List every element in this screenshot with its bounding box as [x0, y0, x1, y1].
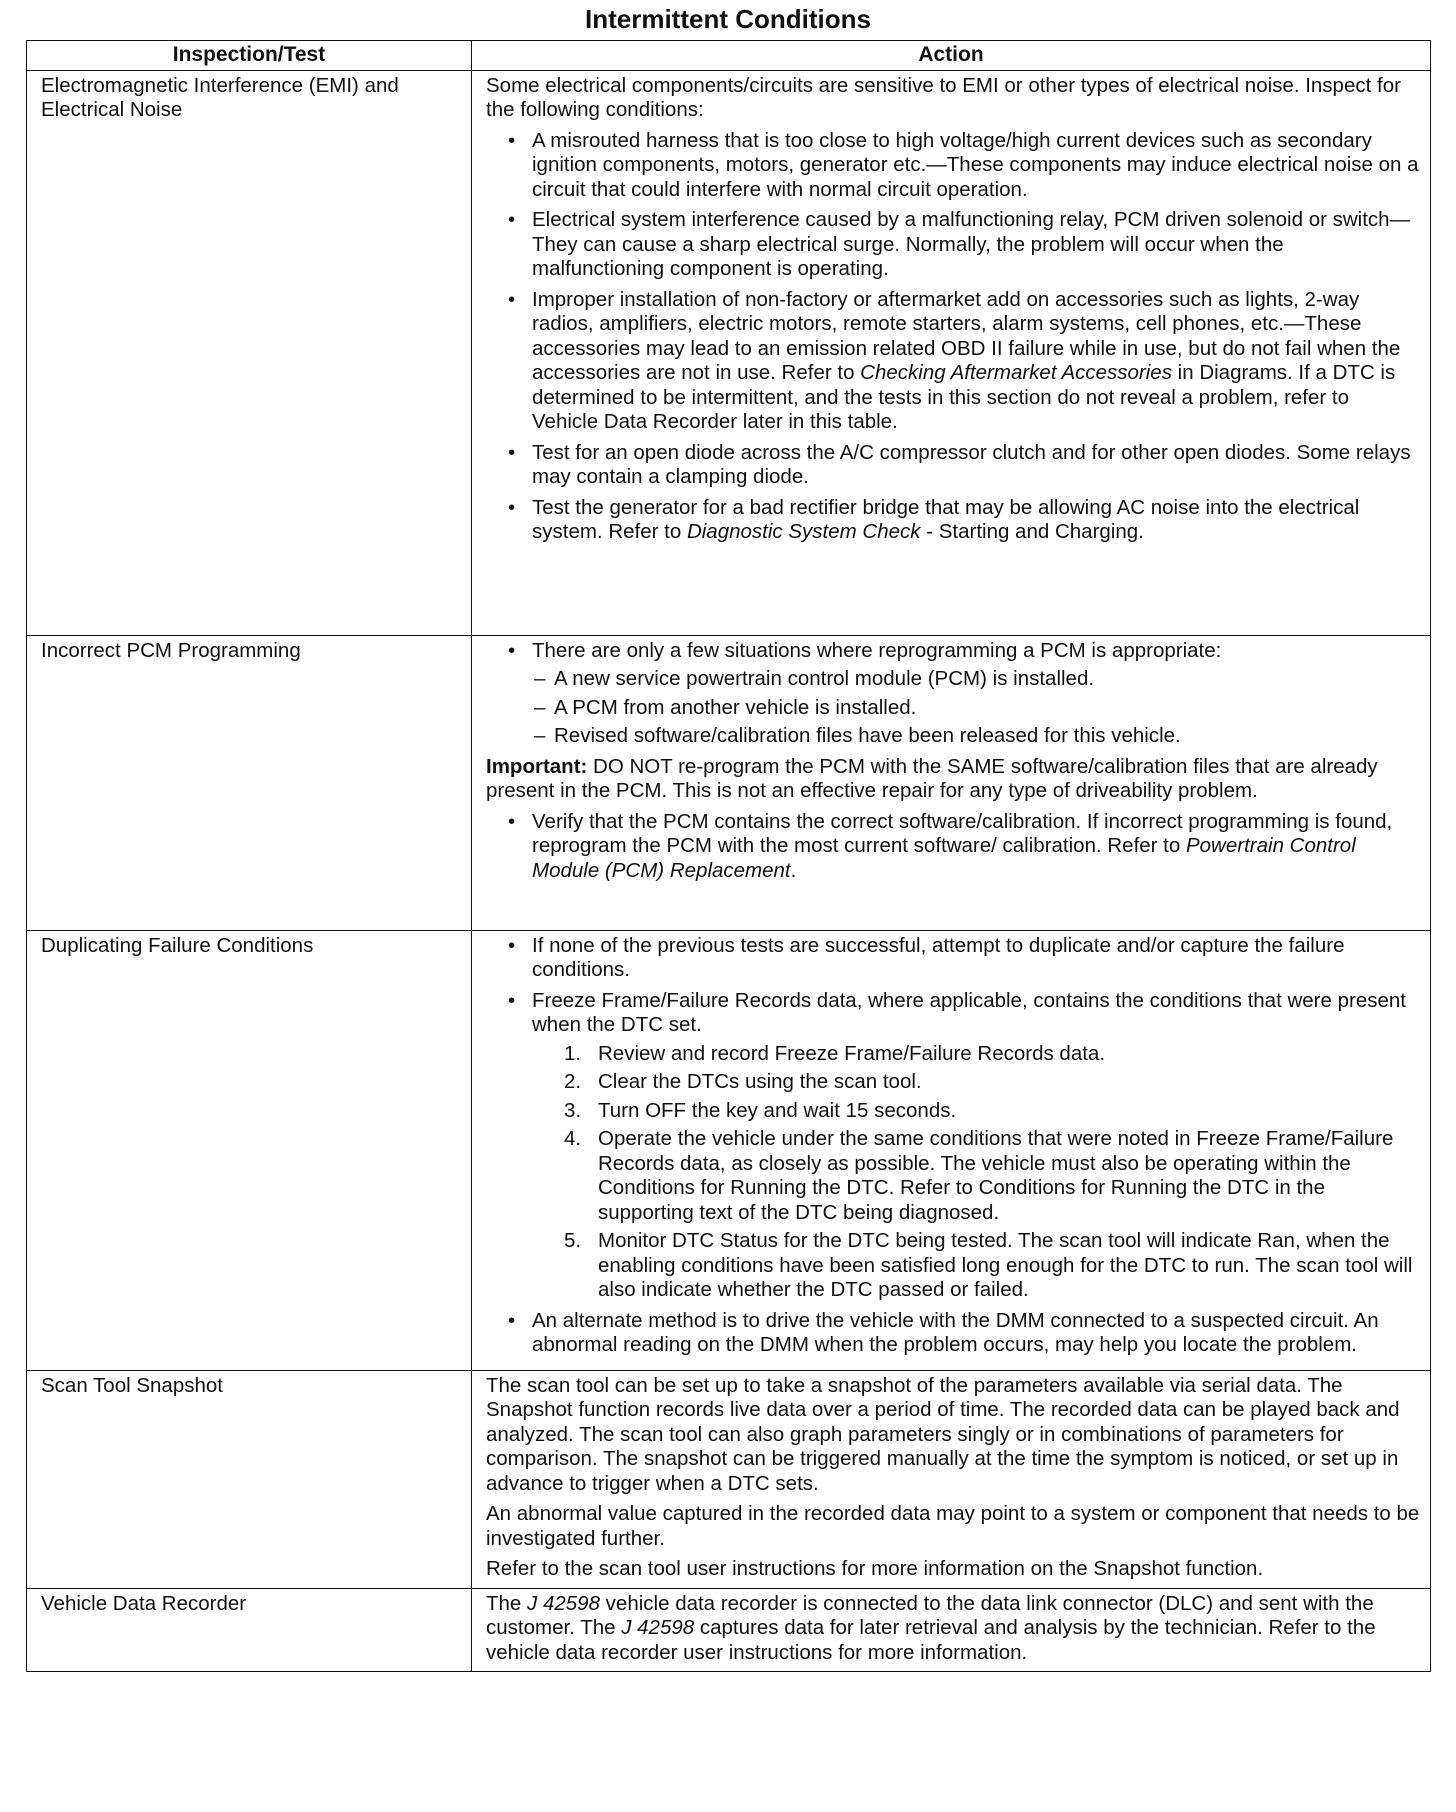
page-title: Intermittent Conditions — [585, 4, 871, 34]
dup-step — [564, 1229, 1420, 1303]
dup-step — [564, 1099, 1420, 1124]
checking-aftermarket-accessories-ref: Checking Aftermarket Accessories — [860, 361, 1172, 384]
dup-bullet-2 — [508, 989, 1420, 1303]
snap-paragraph-1: The scan tool can be set up to take a snapshot of the parameters available via serial data. The Snapshot function records live data over a period of time. The recorded data can be played back and analyzed. The scan tool can also graph parameters singly or in combinations of parameters for comparison. The snapshot can be triggered manually at the time the symptom is noticed, or set up in advance to trigger when a DTC sets. — [486, 1373, 1400, 1495]
dup-action — [472, 930, 1431, 1370]
snap-paragraph-2: An abnormal value captured in the recorded data may point to a system or component that needs to be investigated further. — [486, 1502, 1420, 1550]
dup-steps — [532, 1042, 1420, 1303]
pcm-dash-2: – A PCM from another vehicle is installed. — [534, 696, 1420, 721]
important-label: Important: — [486, 754, 588, 778]
step-text: Review and record Freeze Frame/Failure Records data. — [598, 1041, 1106, 1065]
pcm-dash-1: – A new service powertrain control module (PCM) is installed. — [534, 667, 1420, 692]
pcm-replacement-ref: Powertrain Control Module (PCM) Replacement — [532, 834, 1356, 882]
table-header-row — [27, 41, 1431, 71]
emi-label: Electromagnetic Interference (EMI) and Electrical Noise — [27, 70, 472, 635]
step-number: 2. — [564, 1070, 582, 1093]
snap-action — [472, 1370, 1431, 1588]
important-text: DO NOT re-program the PCM with the SAME software/calibration files that are already present in the PCM. This is not an effective repair for any type of driveability problem. — [486, 754, 1378, 802]
pcm-bullet-list-2 — [486, 810, 1420, 884]
dup-step — [564, 1042, 1420, 1067]
pcm-action — [472, 635, 1431, 930]
dup-step — [564, 1127, 1420, 1225]
emi-bullet-5 — [508, 496, 1420, 545]
vdr-text-b: vehicle data recorder is connected to the data link connector (DLC) and sent with the customer. The — [486, 1591, 1374, 1639]
snap-paragraph-3: Refer to the scan tool user instructions for more information on the Snapshot function. — [486, 1557, 1264, 1580]
pcm-bullet-1-text: There are only a few situations where reprogramming a PCM is appropriate: — [532, 638, 1222, 662]
step-text: Monitor DTC Status for the DTC being tested. The scan tool will indicate Ran, when the enabling conditions have been satisfied long enough for the DTC to run. The scan tool will also indicate whether the DTC passed or failed. — [598, 1229, 1413, 1301]
tool-number-ref: J 42598 — [621, 1616, 695, 1639]
step-text: Operate the vehicle under the same conditions that were noted in Freeze Frame/Failure Records data, as closely as possible. The vehicle must also be operating within the Conditions for Running the DTC. Refer to Conditions for Running the DTC in the supporting text of the DTC being diagnosed. — [598, 1127, 1394, 1224]
emi-bullet-3-text-b: in Diagrams. If a DTC is determined to be intermittent, and the tests in this section do not reveal a problem, refer to Vehicle Data Recorder later in this table. — [532, 361, 1396, 433]
emi-bullet-4: • Test for an open diode across the A/C compressor clutch and for other open diodes. Some relays may contain a clamping diode. — [508, 441, 1420, 490]
emi-bullet-list — [486, 129, 1420, 545]
pcm-bullet-2-text-b: . — [790, 858, 797, 882]
step-text: Clear the DTCs using the scan tool. — [598, 1070, 922, 1093]
emi-bullet-5-text-b: - Starting and Charging. — [920, 520, 1144, 543]
pcm-bullet-2-text-a: Verify that the PCM contains the correct software/calibration. If incorrect programming is found, reprogram the PCM with the most current software/ calibration. Refer to — [532, 809, 1393, 857]
tool-number-ref: J 42598 — [527, 1591, 600, 1615]
step-number: 1. — [564, 1041, 582, 1065]
dup-step — [564, 1070, 1420, 1095]
step-number: 5. — [564, 1229, 582, 1252]
pcm-bullet-1 — [508, 639, 1420, 749]
emi-bullet-2: • Electrical system interference caused by a malfunctioning relay, PCM driven solenoid or switch—They can cause a sharp electrical surge. Normally, the problem will occur when the malfunctioning component is operating. — [508, 208, 1420, 282]
pcm-label: Incorrect PCM Programming — [27, 635, 472, 930]
table-row-pcm — [27, 635, 1431, 930]
emi-intro: Some electrical components/circuits are sensitive to EMI or other types of electrical noise. Inspect for the following conditions: — [486, 73, 1401, 121]
table-row-vdr — [27, 1588, 1431, 1672]
pcm-bullet-list-1 — [486, 639, 1420, 749]
emi-bullet-3 — [508, 288, 1420, 435]
table-row-snapshot — [27, 1370, 1431, 1588]
header-action: Action — [472, 41, 1431, 71]
vdr-action — [472, 1588, 1431, 1672]
vdr-text-a: The — [486, 1591, 528, 1615]
pcm-important-note — [486, 755, 1420, 804]
pcm-dash-list — [532, 667, 1420, 749]
document-page — [26, 0, 1430, 1672]
intermittent-conditions-table — [26, 40, 1431, 1672]
vdr-paragraph — [486, 1592, 1420, 1666]
dup-bullet-1: • If none of the previous tests are successful, attempt to duplicate and/or capture the failure conditions. — [508, 934, 1420, 983]
pcm-dash-3: – Revised software/calibration files have been released for this vehicle. — [534, 724, 1420, 749]
diagnostic-system-check-ref: Diagnostic System Check — [686, 520, 921, 543]
dup-bullet-2-text: Freeze Frame/Failure Records data, where applicable, contains the conditions that were present when the DTC set. — [532, 988, 1406, 1036]
table-row-duplicating — [27, 930, 1431, 1370]
emi-bullet-1: • A misrouted harness that is too close to high voltage/high current devices such as secondary ignition components, motors, generator etc.—These components may induce electrical noise on a circuit that could interfere with normal circuit operation. — [508, 129, 1420, 203]
header-inspection-test: Inspection/Test — [27, 41, 472, 71]
step-number: 4. — [564, 1127, 582, 1150]
step-number: 3. — [564, 1098, 582, 1122]
dup-bullet-3: • An alternate method is to drive the vehicle with the DMM connected to a suspected circuit. An abnormal reading on the DMM when the problem occurs, may help you locate the problem. — [508, 1309, 1420, 1358]
table-row-emi — [27, 70, 1431, 635]
emi-bullet-5-text-a: Test the generator for a bad rectifier bridge that may be allowing AC noise into the electrical system. Refer to — [532, 495, 1360, 543]
dup-bullet-list — [486, 934, 1420, 1358]
snap-label: Scan Tool Snapshot — [27, 1370, 472, 1588]
dup-label: Duplicating Failure Conditions — [27, 930, 472, 1370]
emi-bullet-3-text-a: Improper installation of non-factory or aftermarket add on accessories such as lights, 2-way radios, amplifiers, electric motors, remote starters, alarm systems, cell phones, etc.—These accessories may lead to an emission related OBD II failure while in use, but do not fail when the accessories are not in use. Refer to — [532, 287, 1401, 384]
vdr-label: Vehicle Data Recorder — [27, 1588, 472, 1672]
pcm-bullet-2 — [508, 810, 1420, 884]
vdr-text-c: captures data for later retrieval and analysis by the technician. Refer to the vehicle data recorder user instructions for more information. — [486, 1616, 1376, 1664]
step-text: Turn OFF the key and wait 15 seconds. — [598, 1098, 957, 1122]
emi-action — [472, 70, 1431, 635]
